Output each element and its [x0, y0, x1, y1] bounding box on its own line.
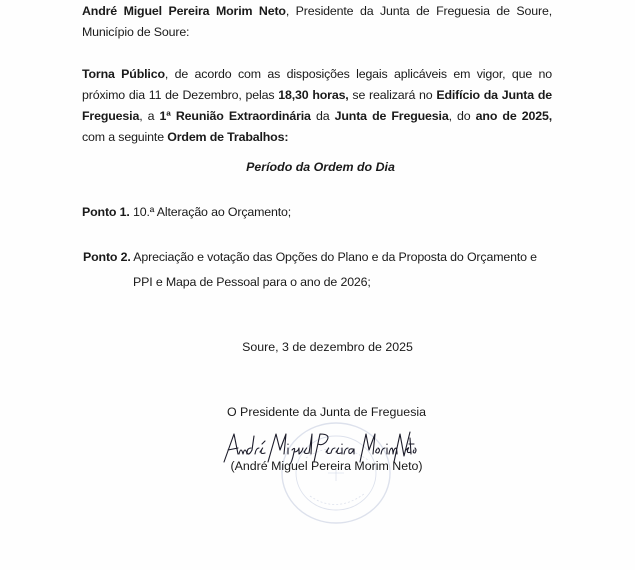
announcement-segment: da: [310, 109, 335, 123]
agenda-label: Ordem de Trabalhos:: [167, 130, 289, 144]
agenda-item-label: Ponto 2.: [83, 250, 131, 264]
announcement-segment: , de acordo com as disposições legais aplicáveis em vigor, que no próximo dia 11 de Dezembro, pelas: [82, 67, 552, 102]
announcement-segment: se realizará no: [348, 88, 437, 102]
agenda-item-label: Ponto 1.: [82, 205, 130, 219]
announcement-segment: Junta de Freguesia: [334, 109, 449, 123]
announcement-segment: , a: [139, 109, 160, 123]
announcement-segment: com a seguinte: [82, 130, 168, 144]
intro-rest: , Presidente da Junta de Freguesia de Soure, Município de Soure:: [82, 4, 552, 39]
meeting-time: 18,30 horas,: [278, 88, 349, 102]
announcement-segment: Torna Público: [82, 67, 165, 81]
signatory-title: O Presidente da Junta de Freguesia: [226, 405, 427, 419]
agenda-item-text: Apreciação e votação das Opções do Plano e da Proposta do Orçamento e: [130, 250, 537, 264]
meeting-type: 1ª Reunião Extraordinária: [159, 109, 311, 123]
section-heading: Período da Ordem do Dia: [246, 160, 395, 174]
meeting-location: Edifício da Junta de Freguesia: [82, 88, 552, 123]
announcement-segment: , do: [448, 109, 476, 123]
signatory-name: (André Miguel Pereira Morim Neto): [230, 459, 423, 473]
agenda-item-1: [82, 200, 552, 225]
agenda-item-2: [83, 245, 553, 295]
meeting-year: ano de 2025,: [475, 109, 552, 123]
president-name: André Miguel Pereira Morim Neto: [82, 4, 286, 18]
announcement-paragraph: [82, 64, 552, 148]
place-date: Soure, 3 de dezembro de 2025: [242, 340, 413, 354]
intro-paragraph: [82, 1, 552, 43]
agenda-item-continuation: PPI e Mapa de Pessoal para o ano de 2026;: [133, 275, 371, 289]
agenda-item-text: 10.ª Alteração ao Orçamento;: [129, 205, 292, 219]
